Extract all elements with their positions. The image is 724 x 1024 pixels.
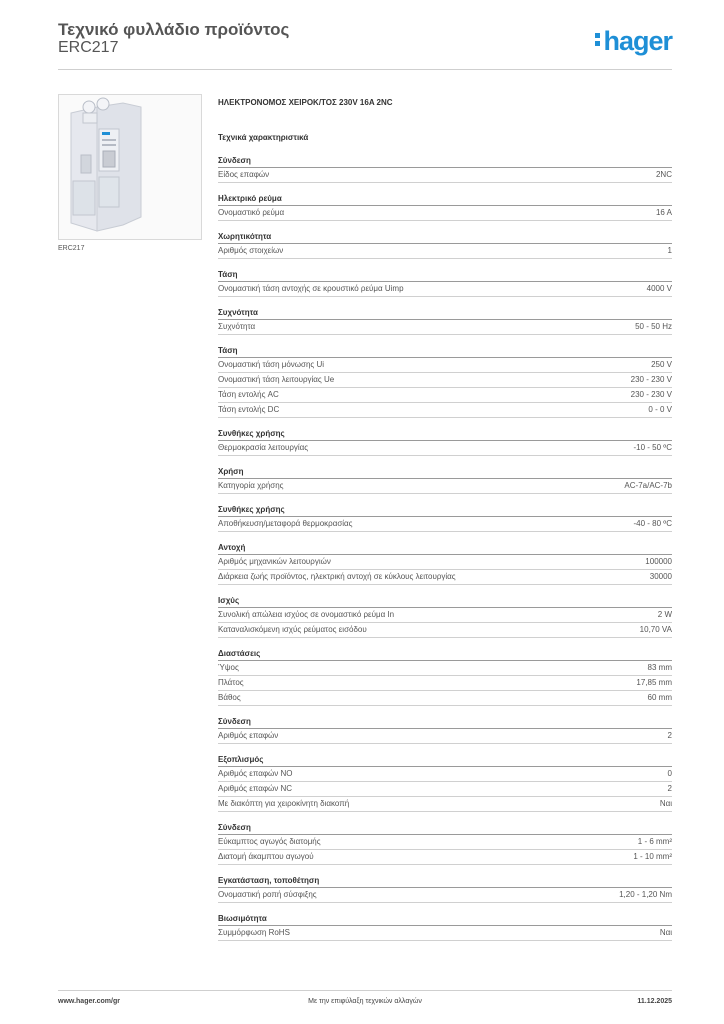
spec-value: -10 - 50 ºC [633,443,672,452]
spec-value: 4000 V [646,284,672,293]
spec-label: Αριθμός επαφών [218,731,279,740]
spec-value: 230 - 230 V [630,390,672,399]
spec-row [218,691,672,706]
spec-label: Καταναλισκόμενη ισχύς ρεύματος εισόδου [218,625,367,634]
spec-label: Ονομαστική τάση λειτουργίας Ue [218,375,335,384]
spec-row [218,479,672,494]
spec-content [218,98,672,951]
spec-section [218,428,672,456]
header-divider [58,69,672,70]
spec-value: 250 V [651,360,672,369]
spec-label: Αριθμός στοιχείων [218,246,284,255]
spec-label: Αποθήκευση/μεταφορά θερμοκρασίας [218,519,353,528]
spec-row [218,388,672,403]
spec-value: AC-7a/AC-7b [624,481,672,490]
spec-section [218,193,672,221]
spec-label: Αριθμός μηχανικών λειτουργιών [218,557,331,566]
spec-value: 1 - 6 mm² [637,837,672,846]
spec-value: 2NC [655,170,672,179]
spec-label: Ονομαστική τάση μόνωσης Ui [218,360,325,369]
spec-row [218,782,672,797]
spec-row [218,797,672,812]
spec-value: 10,70 VA [639,625,672,634]
spec-row [218,888,672,903]
spec-row [218,767,672,782]
spec-value: 30000 [649,572,672,581]
spec-row [218,373,672,388]
footer-url[interactable]: www.hager.com/gr [58,998,120,1005]
spec-section [218,913,672,941]
spec-row [218,835,672,850]
spec-row [218,282,672,297]
section-title: Χωρητικότητα [218,231,672,244]
section-title: Ηλεκτρικό ρεύμα [218,193,672,206]
spec-value: 2 W [657,610,672,619]
image-caption: ERC217 [58,245,85,252]
spec-section [218,155,672,183]
logo-dots-icon [595,33,601,49]
spec-value: 1 [667,246,672,255]
footer-note: Με την επιφύλαξη τεχνικών αλλαγών [308,998,422,1005]
spec-value: Ναι [659,799,672,808]
spec-section [218,542,672,585]
spec-row [218,517,672,532]
spec-label: Κατηγορία χρήσης [218,481,284,490]
spec-section [218,754,672,812]
footer-date: 11.12.2025 [637,998,672,1005]
spec-label: Ονομαστική τάση αντοχής σε κρουστικό ρεύμα Uimp [218,284,404,293]
hager-logo [595,26,672,57]
spec-row [218,441,672,456]
spec-value: 230 - 230 V [630,375,672,384]
section-title: Διαστάσεις [218,648,672,661]
product-name: ΗΛΕΚΤΡΟΝΟΜΟΣ ΧΕΙΡΟΚ/ΤΟΣ 230V 16A 2NC [218,98,393,107]
spec-value: 100000 [645,557,672,566]
spec-value: 16 A [655,208,672,217]
document-code: ERC217 [58,39,119,56]
spec-value: 2 [667,731,672,740]
spec-label: Πλάτος [218,678,244,687]
spec-row [218,926,672,941]
page-header [58,20,672,68]
product-image [58,94,202,240]
spec-label: Τάση εντολής AC [218,390,279,399]
section-title: Συχνότητα [218,307,672,320]
spec-row [218,570,672,585]
section-title: Σύνδεση [218,822,672,835]
footer-divider [58,990,672,991]
spec-label: Διατομή άκαμπτου αγωγού [218,852,314,861]
spec-section [218,595,672,638]
spec-value: 0 - 0 V [648,405,672,414]
spec-label: Ύψος [218,663,239,672]
spec-label: Διάρκεια ζωής προϊόντος, ηλεκτρική αντοχή σε κύκλους λειτουργίας [218,572,456,581]
spec-section [218,648,672,706]
section-title: Αντοχή [218,542,672,555]
spec-row [218,729,672,744]
spec-label: Με διακόπτη για χειροκίνητη διακοπή [218,799,350,808]
section-title: Ισχύς [218,595,672,608]
spec-row [218,608,672,623]
spec-value: 2 [667,784,672,793]
spec-label: Συνολική απώλεια ισχύος σε ονομαστικό ρεύμα In [218,610,395,619]
spec-value: 83 mm [647,663,672,672]
spec-value: 50 - 50 Hz [635,322,672,331]
spec-row [218,244,672,259]
spec-value: 60 mm [647,693,672,702]
spec-row [218,168,672,183]
contactor-device-image [59,95,201,239]
spec-label: Βάθος [218,693,241,702]
section-title: Τάση [218,345,672,358]
spec-row [218,555,672,570]
spec-section [218,231,672,259]
spec-section [218,875,672,903]
spec-label: Αριθμός επαφών NC [218,784,293,793]
spec-section [218,466,672,494]
spec-label: Αριθμός επαφών NO [218,769,293,778]
spec-row [218,850,672,865]
spec-row [218,403,672,418]
section-title: Συνθήκες χρήσης [218,504,672,517]
spec-label: Είδος επαφών [218,170,270,179]
spec-value: 1,20 - 1,20 Nm [619,890,672,899]
spec-section [218,822,672,865]
spec-section [218,269,672,297]
spec-section [218,345,672,418]
spec-label: Ονομαστικό ρεύμα [218,208,285,217]
spec-row [218,676,672,691]
logo-text: hager [603,26,672,56]
section-title: Εγκατάσταση, τοποθέτηση [218,875,672,888]
spec-section [218,504,672,532]
spec-value: -40 - 80 ºC [633,519,672,528]
section-title: Τάση [218,269,672,282]
section-title: Σύνδεση [218,155,672,168]
spec-label: Συχνότητα [218,322,256,331]
section-title: Χρήση [218,466,672,479]
spec-label: Εύκαμπτος αγωγός διατομής [218,837,321,846]
spec-row [218,661,672,676]
spec-label: Θερμοκρασία λειτουργίας [218,443,309,452]
section-title: Συνθήκες χρήσης [218,428,672,441]
spec-value: Ναι [659,928,672,937]
spec-sections [218,155,672,941]
spec-label: Ονομαστική ροπή σύσφιξης [218,890,317,899]
spec-value: 17,85 mm [636,678,672,687]
spec-value: 0 [667,769,672,778]
spec-row [218,358,672,373]
spec-row [218,623,672,638]
spec-row [218,206,672,221]
section-title: Βιωσιμότητα [218,913,672,926]
spec-value: 1 - 10 mm² [633,852,672,861]
spec-heading: Τεχνικά χαρακτηριστικά [218,133,309,142]
spec-label: Τάση εντολής DC [218,405,280,414]
spec-row [218,320,672,335]
section-title: Σύνδεση [218,716,672,729]
section-title: Εξοπλισμός [218,754,672,767]
spec-section [218,716,672,744]
spec-label: Συμμόρφωση RoHS [218,928,290,937]
spec-section [218,307,672,335]
document-title: Τεχνικό φυλλάδιο προϊόντος [58,20,290,39]
